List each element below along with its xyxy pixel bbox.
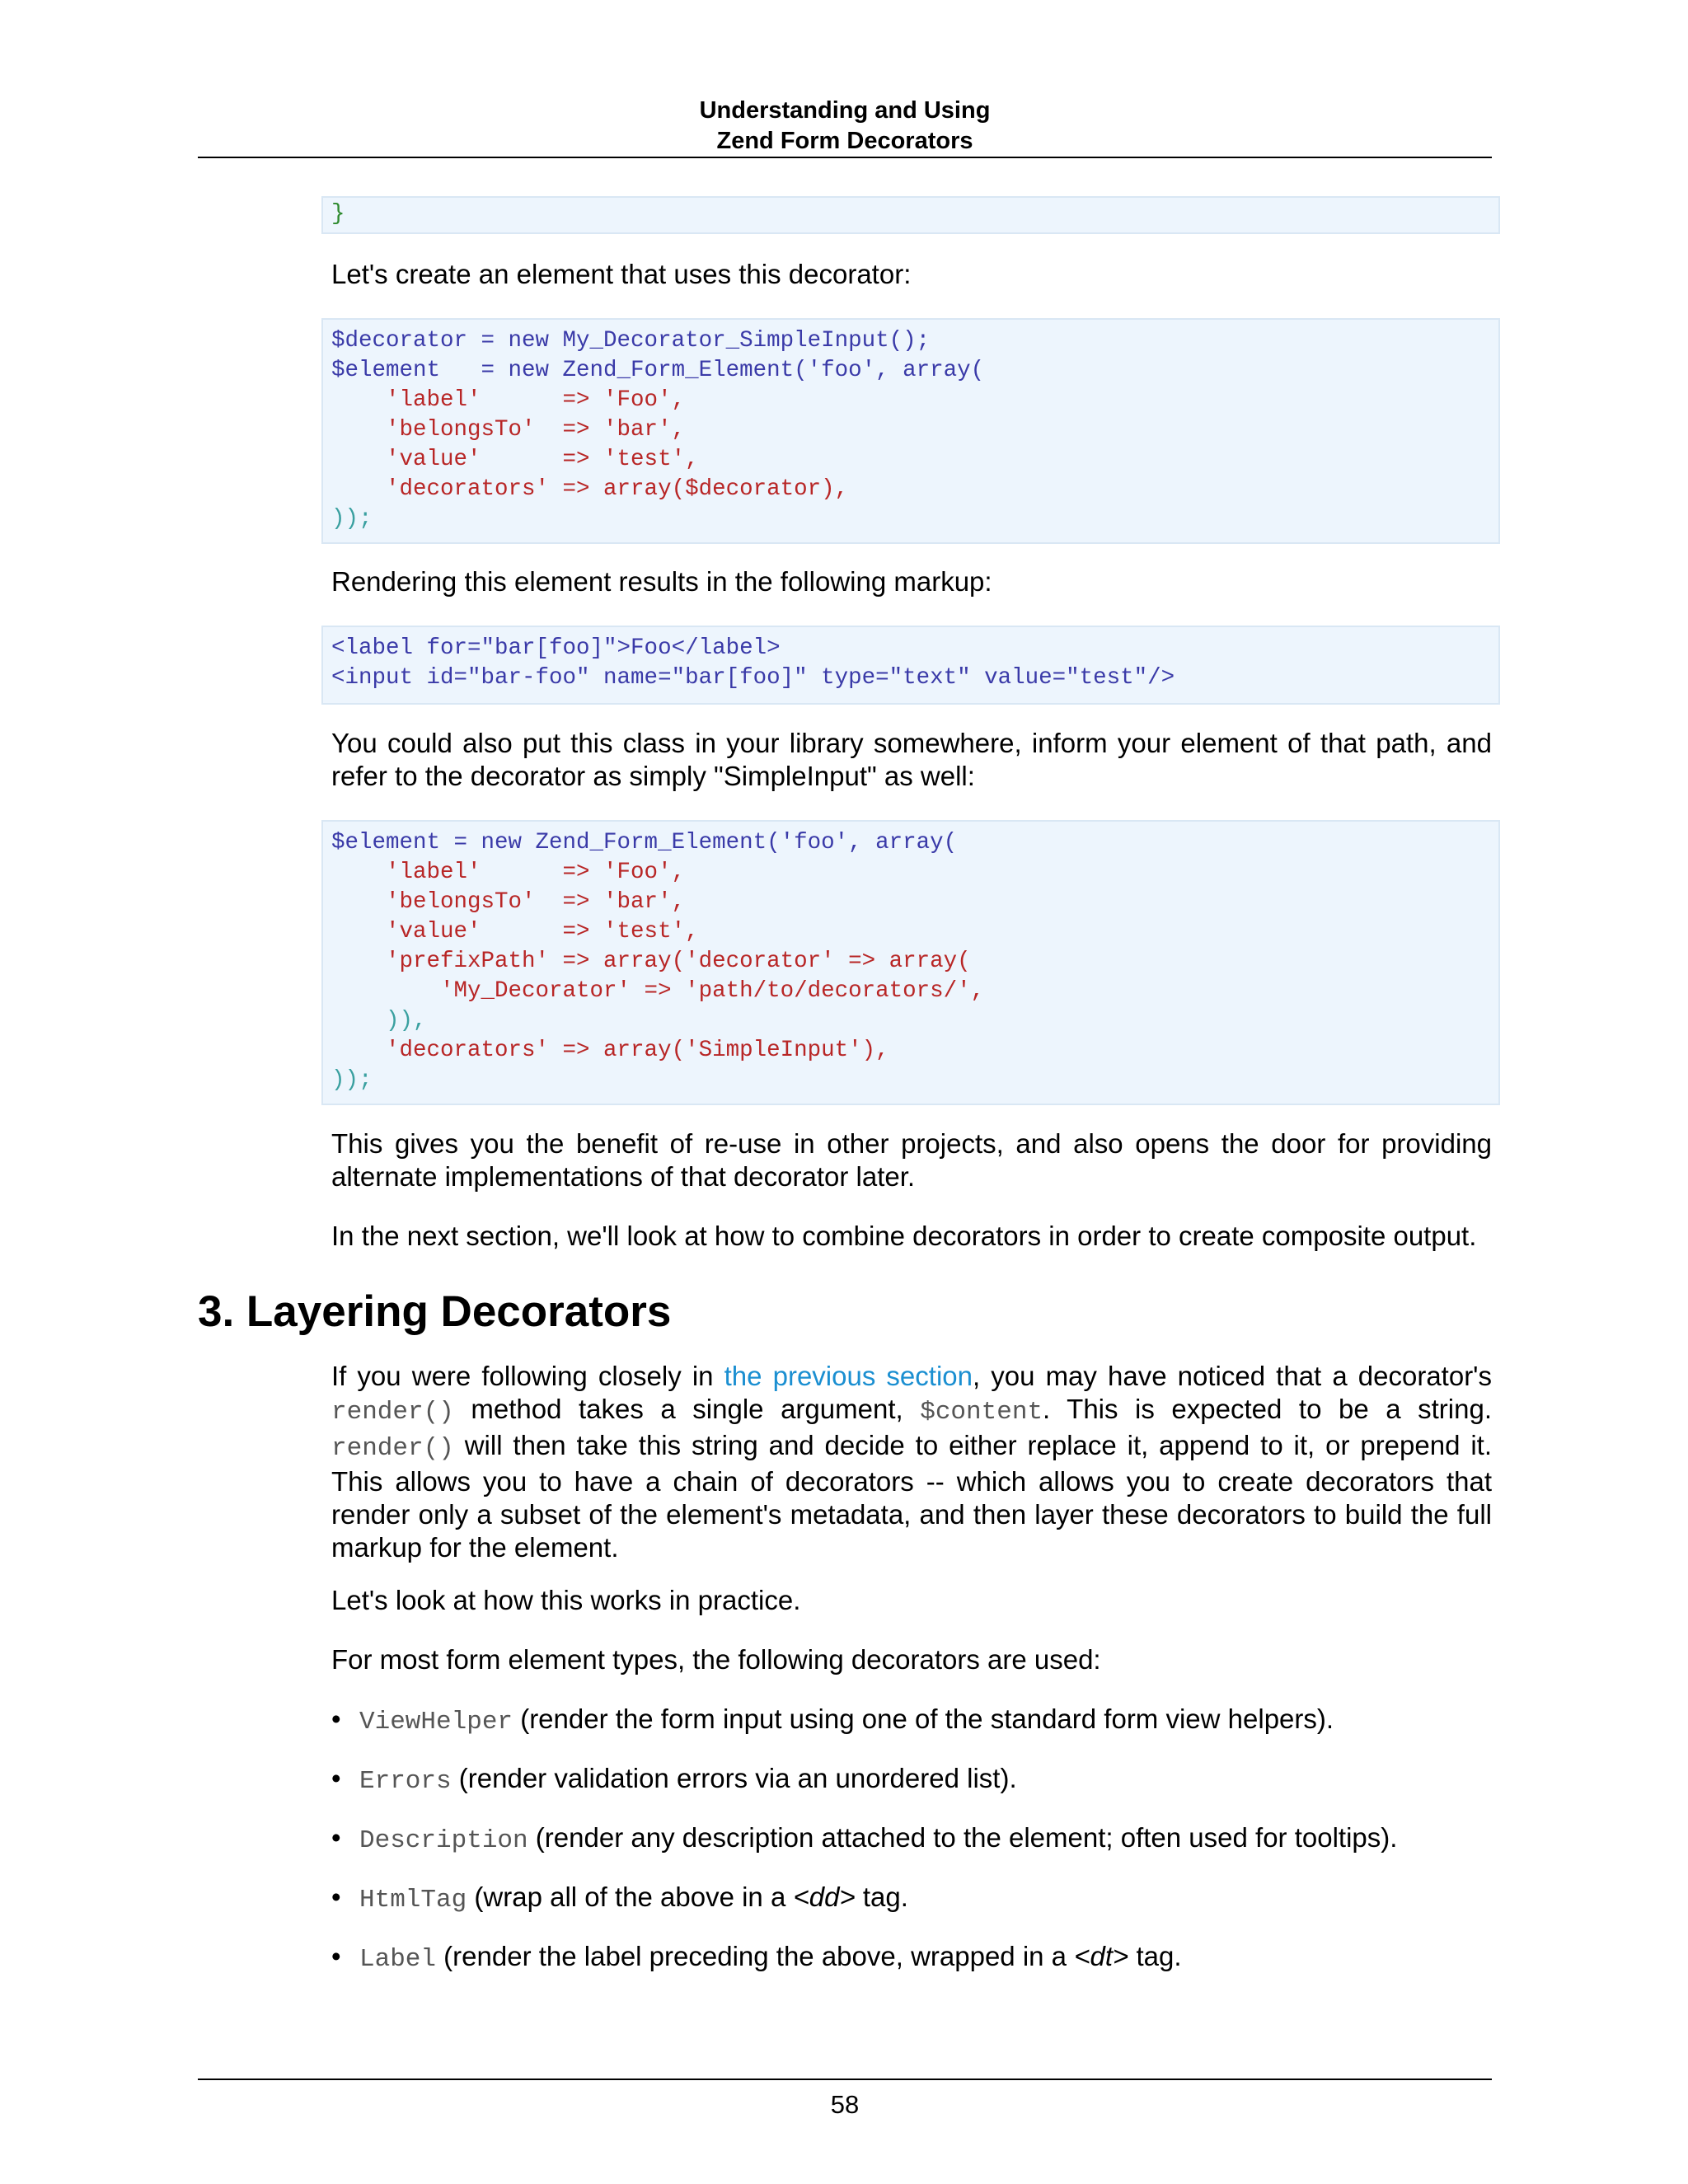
code-line: 'prefixPath' => array('decorator' => array(: [331, 949, 971, 974]
bullet-icon: •: [331, 1941, 341, 1971]
list-item-text: (wrap all of the above in a: [467, 1882, 794, 1912]
bullet-icon: •: [331, 1882, 341, 1912]
paragraph: You could also put this class in your library somewhere, inform your element of that path, and refer to the decorator as simply "SimpleInput" as well:: [331, 728, 1492, 791]
page-header: [198, 96, 1492, 157]
paragraph: Rendering this element results in the following markup:: [331, 566, 992, 597]
previous-section-link[interactable]: the previous section: [724, 1361, 973, 1391]
inline-code: $content: [920, 1398, 1043, 1427]
code-block-continuation: [321, 196, 1500, 234]
text-run: , you may have noticed that a decorator's: [973, 1361, 1492, 1391]
code-line: $element = new Zend_Form_Element('foo', array(: [331, 830, 958, 855]
paragraph: Let's create an element that uses this decorator:: [331, 259, 912, 289]
code-line: $element = new Zend_Form_Element('foo', array(: [331, 358, 985, 383]
bullet-icon: •: [331, 1763, 341, 1793]
list-item: [331, 1940, 1492, 1976]
paragraph: In the next section, we'll look at how to combine decorators in order to create composite output.: [331, 1221, 1477, 1251]
code-line: ));: [331, 1067, 373, 1093]
code-line: <input id="bar-foo" name="bar[foo]" type="text" value="test"/>: [331, 665, 1175, 691]
header-line-1: Understanding and Using: [699, 97, 991, 124]
code-line: <label for="bar[foo]">Foo</label>: [331, 635, 781, 661]
inline-code: render(): [331, 1398, 454, 1427]
paragraph: This gives you the benefit of re-use in other projects, and also opens the door for providing alternate implementations of that decorator later.: [331, 1128, 1492, 1192]
header-rule: [198, 157, 1492, 158]
list-item-text: (render any description attached to the element; often used for tooltips).: [528, 1822, 1398, 1853]
text-run: will then take this string and decide to either replace it, append to it, or prepend it. This allows you to have a chain of decorators -- which allows you to create decorators that render only a subset of the element's metadata, and then layer these decorators to build the full markup for the element.: [331, 1430, 1492, 1563]
list-item: [331, 1821, 1492, 1858]
text-run: method takes a single argument,: [453, 1394, 921, 1424]
inline-code: Errors: [359, 1767, 452, 1796]
code-line: 'label' => 'Foo',: [331, 860, 686, 885]
inline-code: ViewHelper: [359, 1708, 513, 1736]
paragraph: Let's look at how this works in practice.: [331, 1585, 801, 1615]
code-line: 'value' => 'test',: [331, 447, 699, 472]
code-line: 'belongsTo' => 'bar',: [331, 889, 686, 915]
inline-code: Description: [359, 1826, 528, 1855]
paragraph: For most form element types, the following decorators are used:: [331, 1644, 1101, 1675]
list-item-text: tag.: [1128, 1941, 1182, 1971]
footer-rule: [198, 2079, 1492, 2080]
bullet-icon: •: [331, 1704, 341, 1734]
code-line: ));: [331, 506, 373, 532]
code-line: 'belongsTo' => 'bar',: [331, 417, 686, 443]
code-line: 'My_Decorator' => 'path/to/decorators/',: [331, 978, 985, 1004]
code-line: )),: [331, 1008, 427, 1033]
code-block-prefix-path: [321, 820, 1500, 1105]
list-item-text: (render validation errors via an unordered list).: [451, 1763, 1017, 1793]
text-run: If you were following closely in: [331, 1361, 724, 1391]
paragraph-layering: [331, 1360, 1492, 1564]
header-line-2: Zend Form Decorators: [716, 128, 973, 154]
code-line: 'value' => 'test',: [331, 919, 699, 944]
list-item-text: tag.: [855, 1882, 908, 1912]
list-item: [331, 1762, 1492, 1798]
list-item-text: (render the form input using one of the standard form view helpers).: [513, 1704, 1334, 1734]
code-line: 'decorators' => array($decorator),: [331, 476, 849, 502]
tag-name: <dd>: [793, 1882, 856, 1912]
code-line: 'decorators' => array('SimpleInput'),: [331, 1038, 889, 1063]
inline-code: HtmlTag: [359, 1886, 467, 1915]
page-number: 58: [830, 2090, 860, 2119]
text-run: . This is expected to be a string.: [1043, 1394, 1492, 1424]
code-line: 'label' => 'Foo',: [331, 387, 686, 413]
tag-name: <dt>: [1074, 1941, 1129, 1971]
code-block-element: [321, 318, 1500, 544]
code-line: $decorator = new My_Decorator_SimpleInput();: [331, 328, 931, 354]
code-line: }: [331, 201, 345, 227]
section-heading: 3. Layering Decorators: [198, 1287, 672, 1336]
inline-code: Label: [359, 1945, 437, 1974]
list-item: [331, 1881, 1492, 1917]
list-item: [331, 1703, 1492, 1739]
code-block-markup: [321, 626, 1500, 705]
list-item-text: (render the label preceding the above, wrapped in a: [436, 1941, 1075, 1971]
bullet-icon: •: [331, 1822, 341, 1853]
inline-code: render(): [331, 1434, 454, 1463]
